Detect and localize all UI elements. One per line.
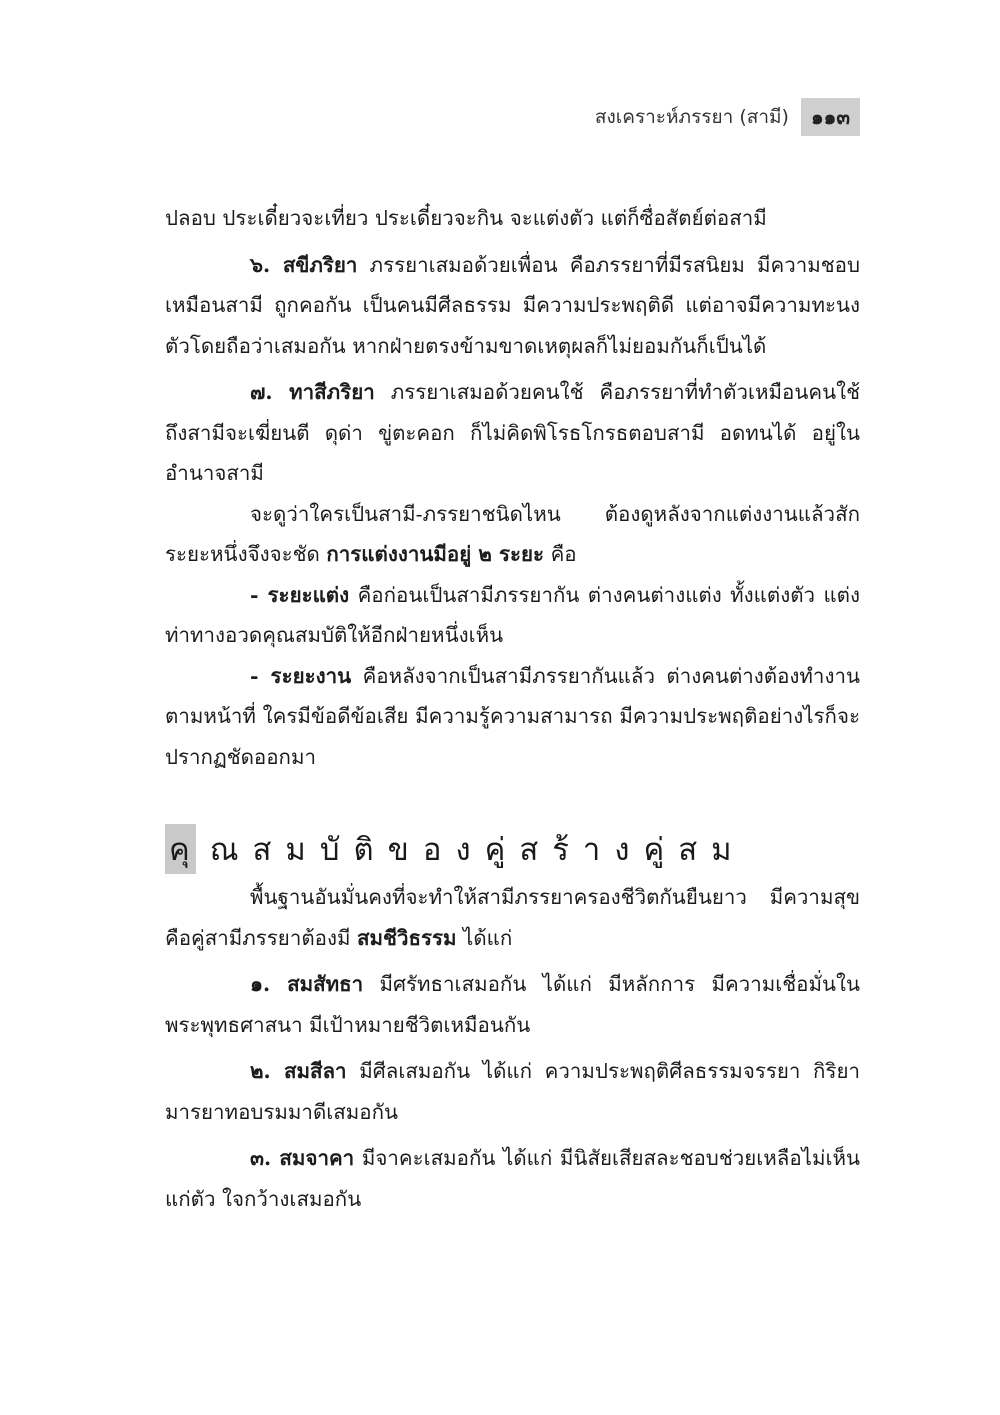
running-title: สงเคราะห์ภรรยา (สามี) — [594, 106, 789, 128]
virtue-3-text: มีจาคะเสมอกัน ได้แก่ มีนิสัยเสียสละชอบช่วยเหลือไม่เห็นแก่ตัว ใจกว้างเสมอกัน — [165, 1146, 861, 1211]
intro-paragraph — [165, 877, 860, 958]
section-heading-rest: ณสมบัติของคู่สร้างคู่สม — [209, 832, 746, 868]
item-7-label: ๗. ทาสีภริยา — [250, 380, 375, 404]
stage-1-text: คือก่อนเป็นสามีภรรยากัน ต่างคนต่างแต่ง ทั้งแต่งตัว แต่งท่าทางอวดคุณสมบัติให้อีกฝ่ายหนึ่งเห็น — [165, 582, 860, 647]
item-6-paragraph — [165, 245, 860, 367]
stage-1-label: - ระยะแต่ง — [250, 582, 350, 607]
virtue-3-paragraph — [165, 1138, 860, 1219]
stage-1-paragraph — [165, 575, 860, 656]
virtue-3-label: ๓. สมจาคา — [250, 1146, 355, 1170]
intro-text-after: ได้แก่ — [456, 925, 513, 950]
stage-2-label: - ระยะงาน — [250, 663, 352, 688]
item-7-text: ภรรยาเสมอด้วยคนใช้ คือภรรยาที่ทำตัวเหมือนคนใช้ ถึงสามีจะเฆี่ยนตี ดุด่า ขู่ตะคอก ก็ไม่คิดพิโรธโกรธตอบสามี อดทนได้ อยู่ในอำนาจสามี — [165, 380, 861, 485]
stage-2-paragraph — [165, 656, 860, 778]
stage-2-text: คือหลังจากเป็นสามีภรรยากันแล้ว ต่างคนต่างต้องทำงานตามหน้าที่ ใครมีข้อดีข้อเสีย มีความรู้ความสามารถ มีความประพฤติอย่างไรก็จะปรากฏชัดออกมา — [165, 663, 860, 769]
virtue-1-text: มีศรัทธาเสมอกัน ได้แก่ มีหลักการ มีความเชื่อมั่นในพระพุทธศาสนา มีเป้าหมายชีวิตเหมือนกัน — [165, 972, 860, 1037]
item-7-paragraph — [165, 372, 860, 494]
intro-text-before: พื้นฐานอันมั่นคงที่จะทำให้สามีภรรยาครองชีวิตกันยืนยาว มีความสุข คือคู่สามีภรรยาต้องมี — [165, 885, 860, 950]
intro-bold: สมชีวิธรรม — [357, 925, 457, 950]
section-heading-initial: คุ — [165, 824, 196, 874]
virtue-1-label: ๑. สมสัทธา — [250, 972, 364, 996]
item-6-label: ๖. สขีภริยา — [250, 252, 358, 277]
running-header — [595, 100, 860, 134]
stages-text-before: จะดูว่าใครเป็นสามี-ภรรยาชนิดไหน ต้องดูหลังจากแต่งงานแล้วสักระยะหนึ่งจึงจะชัด — [165, 501, 860, 566]
page-number: ๑๑๓ — [801, 98, 860, 136]
stages-text-after: คือ — [544, 542, 577, 566]
virtue-2-text: มีศีลเสมอกัน ได้แก่ ความประพฤติศีลธรรมจรรยา กิริยามารยาทอบรมมาดีเสมอกัน — [165, 1059, 860, 1124]
virtue-1-paragraph — [165, 964, 860, 1045]
continued-paragraph: ปลอบ ประเดี๋ยวจะเที่ยว ประเดี๋ยวจะกิน จะแต่งตัว แต่ก็ซื่อสัตย์ต่อสามี — [165, 206, 767, 230]
item-6-text: ภรรยาเสมอด้วยเพื่อน คือภรรยาที่มีรสนิยม มีความชอบเหมือนสามี ถูกคอกัน เป็นคนมีศีลธรรม มีความประพฤติดี แต่อาจมีความทะนงตัวโดยถือว่าเสมอกัน หากฝ่ายตรงข้ามขาดเหตุผลก็ไม่ยอมกันก็เป็นได้ — [165, 252, 861, 358]
page-content — [165, 198, 860, 1219]
virtue-2-label: ๒. สมสีลา — [250, 1059, 347, 1083]
stages-paragraph — [165, 494, 860, 575]
section-heading — [165, 825, 860, 873]
virtue-2-paragraph — [165, 1051, 860, 1132]
section-body — [165, 877, 860, 1219]
stages-bold: การแต่งงานมีอยู่ ๒ ระยะ — [326, 542, 545, 566]
